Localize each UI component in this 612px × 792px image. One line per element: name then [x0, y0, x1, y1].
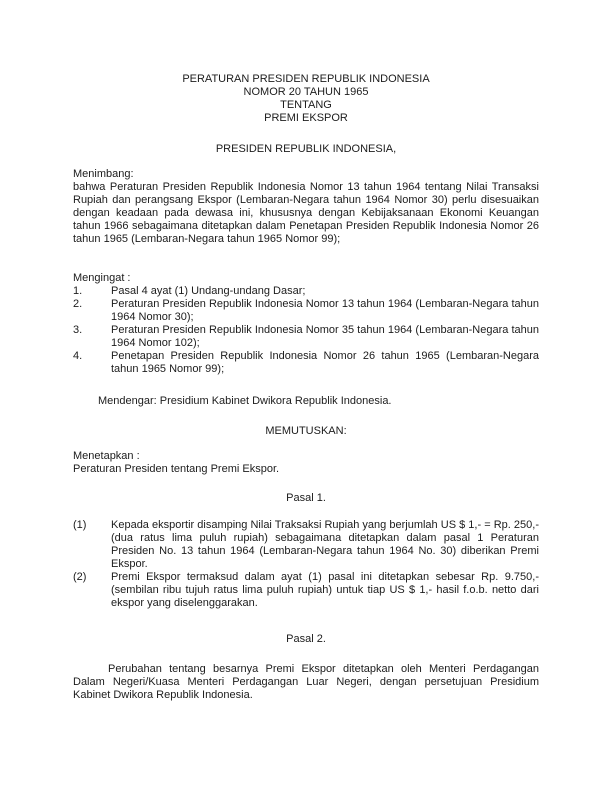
pasal1-heading: Pasal 1. [286, 492, 326, 504]
mengingat-item [73, 285, 539, 298]
issuer-line: PRESIDEN REPUBLIK INDONESIA, [215, 143, 397, 155]
title-line-number: NOMOR 20 TAHUN 1965 [243, 86, 369, 98]
pasal1-item [73, 519, 539, 571]
pasal1-item-text: Kepada eksportir disamping Nilai Traksaksi Rupiah yang berjumlah US $ 1,- = Rp. 250,- (dua ratus lima puluh rupiah) sebagaimana ditetapkan dalam pasal 1 Peraturan Presiden No. 13 tahun 1964 (Lembaran-Negara tahun 1964 No. 30) diberikan Premi Ekspor. [111, 519, 539, 570]
pasal2-body: Perubahan tentang besarnya Premi Ekspor ditetapkan oleh Menteri Perdagangan Dalam Negeri/Kuasa Menteri Perdagangan Luar Negeri, dengan persetujuan Presidium Kabinet Dwikora Republik Indonesia. [73, 663, 539, 701]
mengingat-item-number: 1. [73, 285, 83, 297]
mengingat-item [73, 298, 539, 324]
mengingat-item-text: Penetapan Presiden Republik Indonesia Nomor 26 tahun 1965 (Lembaran-Negara tahun 1965 Nomor 99); [111, 350, 539, 375]
memutuskan-heading: MEMUTUSKAN: [265, 425, 347, 437]
pasal1-item-number: (1) [73, 519, 87, 531]
mengingat-item [73, 324, 539, 350]
mengingat-item-number: 2. [73, 298, 83, 310]
document-title-block [73, 73, 539, 125]
mengingat-item-number: 4. [73, 350, 83, 362]
mengingat-item [73, 350, 539, 376]
mengingat-item-text: Peraturan Presiden Republik Indonesia Nomor 35 tahun 1964 (Lembaran-Negara tahun 1964 Nomor 102); [111, 324, 539, 349]
pasal1-item-text: Premi Ekspor termaksud dalam ayat (1) pasal ini ditetapkan sebesar Rp. 9.750,- (sembilan ribu tujuh ratus lima puluh rupiah) untuk tiap US $ 1,- hasil f.o.b. netto dari ekspor yang diselenggarakan. [111, 571, 539, 609]
menimbang-body: bahwa Peraturan Presiden Republik Indonesia Nomor 13 tahun 1964 tentang Nilai Transaksi Rupiah dan perangsang Ekspor (Lembaran-Negara tahun 1964 Nomor 30) perlu disesuaikan dengan keadaan pada dewasa ini, khususnya dengan Kebijaksanaan Ekonomi Keuangan tahun 1966 sebagaimana ditetapkan dalam Penetapan Presiden Republik Indonesia Nomor 26 tahun 1965 (Lembaran-Negara tahun 1965 Nomor 99); [73, 181, 539, 245]
menetapkan-label: Menetapkan : [73, 450, 140, 462]
title-line-tentang: TENTANG [280, 99, 332, 111]
pasal2-heading: Pasal 2. [286, 633, 326, 645]
pasal1-item [73, 571, 539, 610]
title-line-regulation: PERATURAN PRESIDEN REPUBLIK INDONESIA [182, 73, 430, 85]
menimbang-label: Menimbang: [73, 168, 134, 180]
mengingat-item-text: Pasal 4 ayat (1) Undang-undang Dasar; [111, 285, 306, 297]
pasal1-item-number: (2) [73, 571, 87, 583]
mendengar-line: Mendengar: Presidium Kabinet Dwikora Republik Indonesia. [98, 395, 392, 407]
title-line-subject: PREMI EKSPOR [264, 112, 348, 124]
mengingat-list [73, 285, 539, 376]
mengingat-item-number: 3. [73, 324, 83, 336]
mengingat-label: Mengingat : [73, 272, 131, 284]
pasal1-list [73, 519, 539, 610]
menetapkan-body: Peraturan Presiden tentang Premi Ekspor. [73, 463, 280, 475]
mengingat-item-text: Peraturan Presiden Republik Indonesia Nomor 13 tahun 1964 (Lembaran-Negara tahun 1964 Nomor 30); [111, 298, 539, 323]
